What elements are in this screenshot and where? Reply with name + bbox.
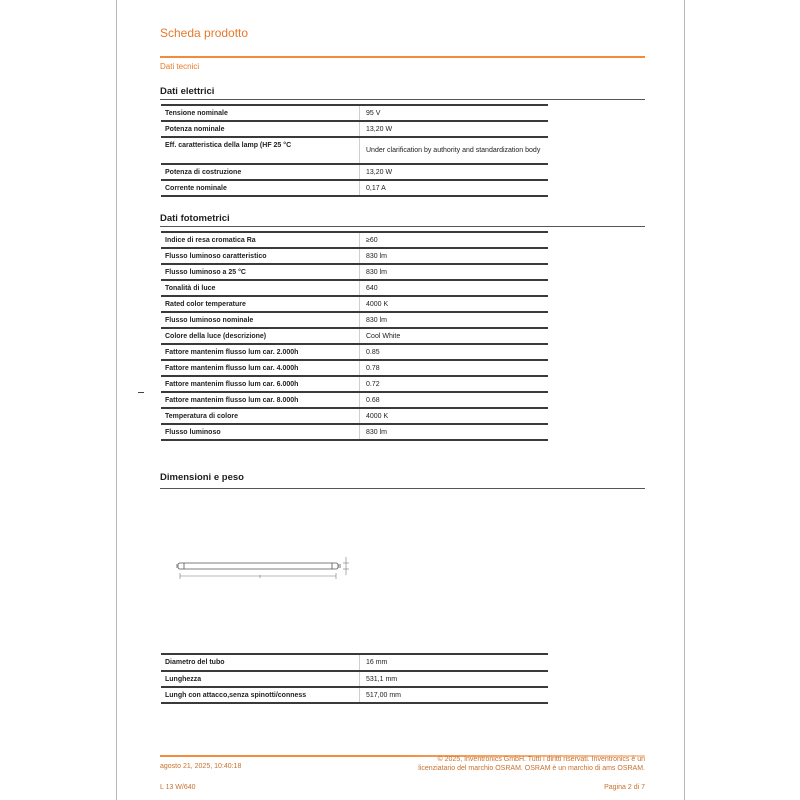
row-label: Fattore mantenim flusso lum car. 6.000h	[161, 376, 360, 392]
table-row	[161, 296, 548, 312]
table-row	[161, 687, 548, 703]
row-label: Temperatura di colore	[161, 408, 360, 424]
table-row	[161, 424, 548, 440]
table-row	[161, 280, 548, 296]
electrical-heading: Dati elettrici	[160, 86, 215, 97]
row-value: 640	[366, 284, 378, 292]
row-value: 0.72	[366, 380, 380, 388]
table-row	[161, 654, 548, 671]
row-label: Flusso luminoso nominale	[161, 312, 360, 328]
photometric-table	[161, 231, 548, 441]
row-value: 0.68	[366, 396, 380, 404]
row-label: Fattore mantenim flusso lum car. 2.000h	[161, 344, 360, 360]
row-value: 0.78	[366, 364, 380, 372]
row-label: Eff. caratteristica della lamp (HF 25 °C	[161, 137, 360, 164]
table-row	[161, 137, 548, 164]
row-value: 830 lm	[366, 252, 388, 260]
photometric-heading-rule	[160, 226, 645, 227]
row-label: Lungh con attacco,senza spinotti/conness	[161, 687, 360, 703]
row-label: Tonalità di luce	[161, 280, 360, 296]
table-row	[161, 164, 548, 180]
document-title: Scheda prodotto	[160, 26, 249, 40]
margin-mark	[138, 392, 144, 393]
row-label: Diametro del tubo	[161, 654, 360, 671]
row-label: Lunghezza	[161, 671, 360, 687]
dimensions-heading-rule	[160, 488, 645, 489]
row-label: Indice di resa cromatica Ra	[161, 232, 360, 248]
footer-page-number: Pagina 2 di 7	[604, 784, 645, 791]
row-value: 4000 K	[366, 412, 389, 420]
table-row	[161, 121, 548, 137]
electrical-table	[161, 104, 548, 197]
row-label: Flusso luminoso a 25 °C	[161, 264, 360, 280]
dimension-lines-icon	[180, 557, 349, 579]
row-label: Potenza di costruzione	[161, 164, 360, 180]
table-row	[161, 376, 548, 392]
table-row	[161, 264, 548, 280]
footer-copyright: © 2025, Inventronics GmbH. Tutti i diritti riservati. Inventronics è un licenziatario del marchio OSRAM. OSRAM è un marchio di ams OSRAM.	[418, 756, 645, 772]
row-label: Colore della luce (descrizione)	[161, 328, 360, 344]
footer-product-code: L 13 W/640	[160, 784, 196, 791]
table-row	[161, 671, 548, 687]
row-label: Rated color temperature	[161, 296, 360, 312]
row-label: Fattore mantenim flusso lum car. 4.000h	[161, 360, 360, 376]
section-label: Dati tecnici	[160, 62, 200, 71]
row-value: Cool White	[366, 332, 401, 340]
row-value: 4000 K	[366, 300, 389, 308]
page-left-edge	[116, 0, 117, 800]
table-row	[161, 180, 548, 196]
row-label: Fattore mantenim flusso lum car. 8.000h	[161, 392, 360, 408]
row-label: Tensione nominale	[161, 105, 360, 121]
row-label: Potenza nominale	[161, 121, 360, 137]
page-right-edge	[684, 0, 685, 800]
row-value: 13,20 W	[366, 125, 393, 133]
table-row	[161, 328, 548, 344]
table-row	[161, 344, 548, 360]
table-row	[161, 248, 548, 264]
row-value: 830 lm	[366, 268, 388, 276]
row-value: 531,1 mm	[366, 675, 398, 683]
row-value: Under clarification by authority and standardization body	[366, 147, 541, 154]
row-value: 95 V	[366, 109, 381, 117]
row-value: 830 lm	[366, 428, 388, 436]
row-label: Corrente nominale	[161, 180, 360, 196]
row-value: 830 lm	[366, 316, 388, 324]
row-value: 16 mm	[366, 659, 388, 666]
row-label: Flusso luminoso caratteristico	[161, 248, 360, 264]
header-rule	[160, 56, 645, 58]
row-value: 0,17 A	[366, 184, 386, 192]
row-value: 13,20 W	[366, 168, 393, 176]
dimensions-table	[161, 653, 548, 704]
row-value: 0.85	[366, 348, 380, 356]
footer-date: agosto 21, 2025, 10:40:18	[160, 763, 242, 770]
table-row	[161, 360, 548, 376]
tube-drawing	[176, 553, 356, 587]
table-row	[161, 312, 548, 328]
tube-outline-icon	[176, 563, 341, 569]
photometric-heading: Dati fotometrici	[160, 213, 230, 224]
electrical-heading-rule	[160, 99, 645, 100]
row-value: ≥60	[366, 236, 378, 244]
table-row	[161, 408, 548, 424]
table-row	[161, 232, 548, 248]
row-value: 517,00 mm	[366, 691, 402, 699]
row-label: Flusso luminoso	[161, 424, 360, 440]
dimensions-heading: Dimensioni e peso	[160, 472, 244, 483]
table-row	[161, 392, 548, 408]
table-row	[161, 105, 548, 121]
